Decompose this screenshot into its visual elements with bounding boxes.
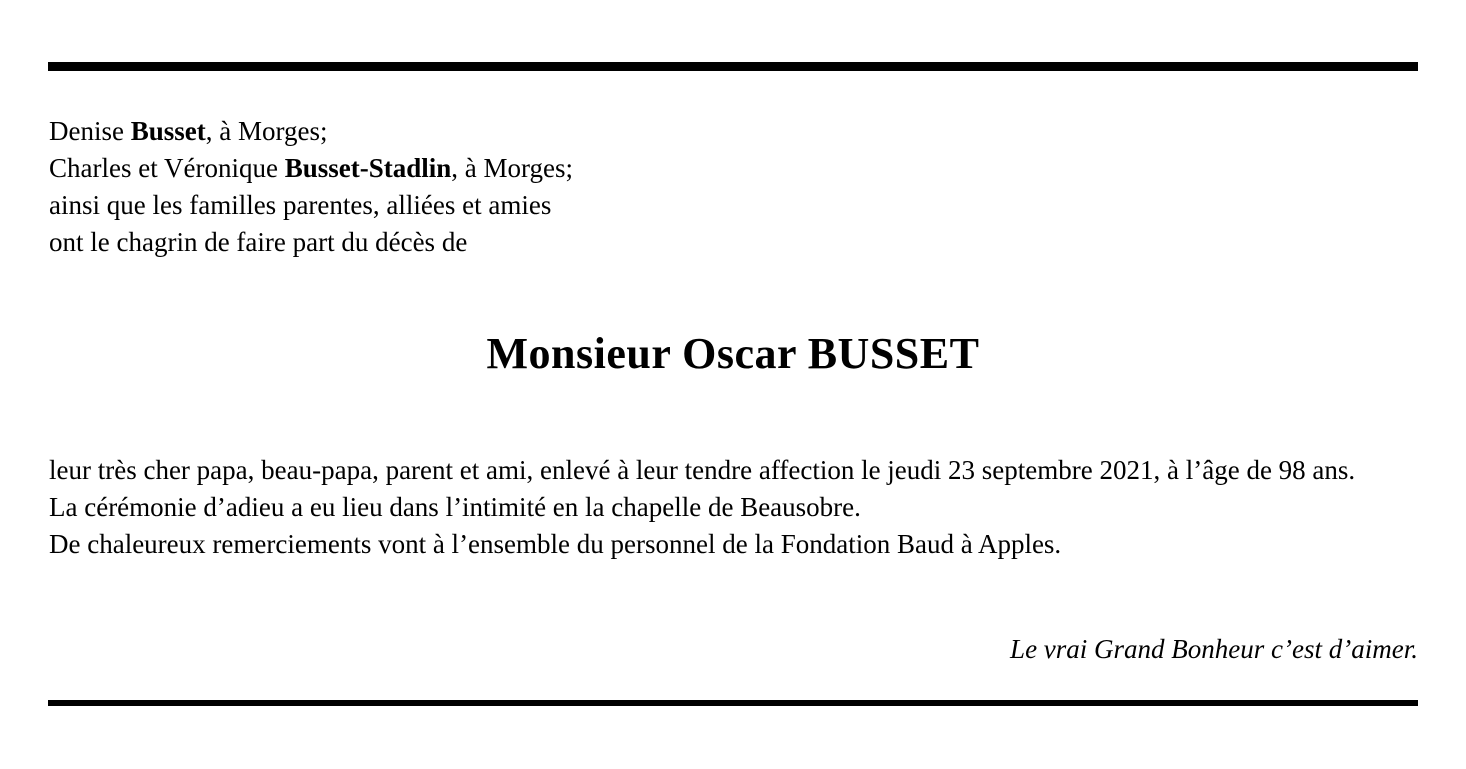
family-announcement-block [49,113,1379,261]
family-line-suffix: , à Morges; [451,153,573,183]
deceased-name: Monsieur Oscar BUSSET [486,329,980,378]
family-line [49,187,1379,224]
body-paragraph: La cérémonie d’adieu a eu lieu dans l’intimité en la chapelle de Beausobre. [49,492,861,522]
family-line [49,150,1379,187]
family-line-prefix: Charles et Véronique [49,153,285,183]
body-paragraph: De chaleureux remerciements vont à l’ensemble du personnel de la Fondation Baud à Apples. [49,529,1062,559]
family-line-surname: Busset-Stadlin [284,153,452,183]
family-line-prefix: ainsi que les familles parentes, alliées et amies [49,190,552,220]
deceased-name-block [0,328,1466,379]
notice-body-block [49,452,1394,563]
family-line-surname: Busset [130,116,206,146]
body-paragraph: leur très cher papa, beau-papa, parent et ami, enlevé à leur tendre affection le jeudi 23 septembre 2021, à l’âge de 98 ans. [49,455,1356,485]
family-line-suffix: , à Morges; [205,116,328,146]
closing-quote: Le vrai Grand Bonheur c’est d’aimer. [1010,634,1418,664]
bottom-divider-rule [48,700,1418,706]
family-line [49,224,1379,261]
family-line-prefix: Denise [49,116,131,146]
family-line [49,113,1379,150]
top-divider-rule [48,62,1418,71]
family-line-prefix: ont le chagrin de faire part du décès de [49,227,468,257]
